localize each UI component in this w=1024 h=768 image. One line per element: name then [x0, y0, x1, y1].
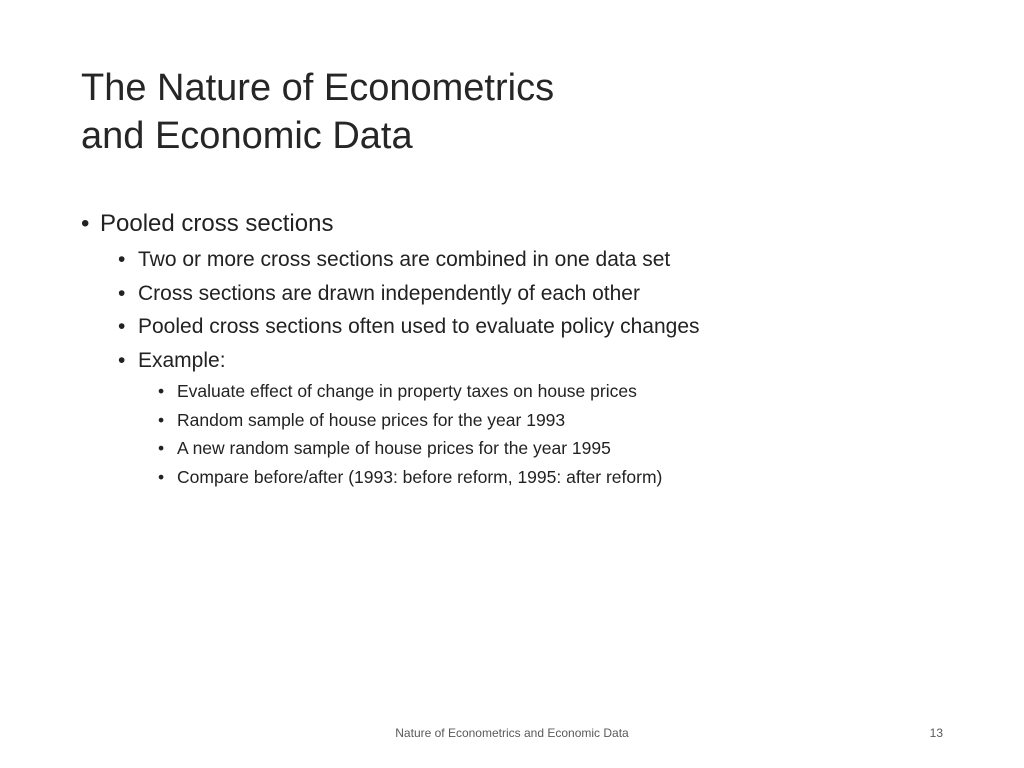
slide-footer: Nature of Econometrics and Economic Data	[395, 726, 629, 740]
bullet-drawn-independently: • Cross sections are drawn independently of each other	[81, 277, 961, 311]
bullet-example: • Example:	[81, 344, 961, 378]
slide-title-line-2: and Economic Data	[81, 115, 413, 157]
slide-title-line-1: The Nature of Econometrics	[81, 67, 555, 109]
sub-bullet-property-taxes: • Evaluate effect of change in property taxes on house prices	[81, 377, 961, 406]
slide-title	[81, 64, 941, 160]
bullet-policy-changes: • Pooled cross sections often used to evaluate policy changes	[81, 310, 961, 344]
bullet-pooled-cross-sections: • Pooled cross sections	[81, 205, 961, 243]
page-number: 13	[929, 726, 943, 740]
bullet-list	[81, 205, 961, 491]
sub-bullet-sample-1995: • A new random sample of house prices for the year 1995	[81, 434, 961, 463]
sub-bullet-compare: • Compare before/after (1993: before reform, 1995: after reform)	[81, 463, 961, 492]
sub-bullet-sample-1993: • Random sample of house prices for the year 1993	[81, 406, 961, 435]
bullet-combined-data-set: • Two or more cross sections are combined in one data set	[81, 243, 961, 277]
